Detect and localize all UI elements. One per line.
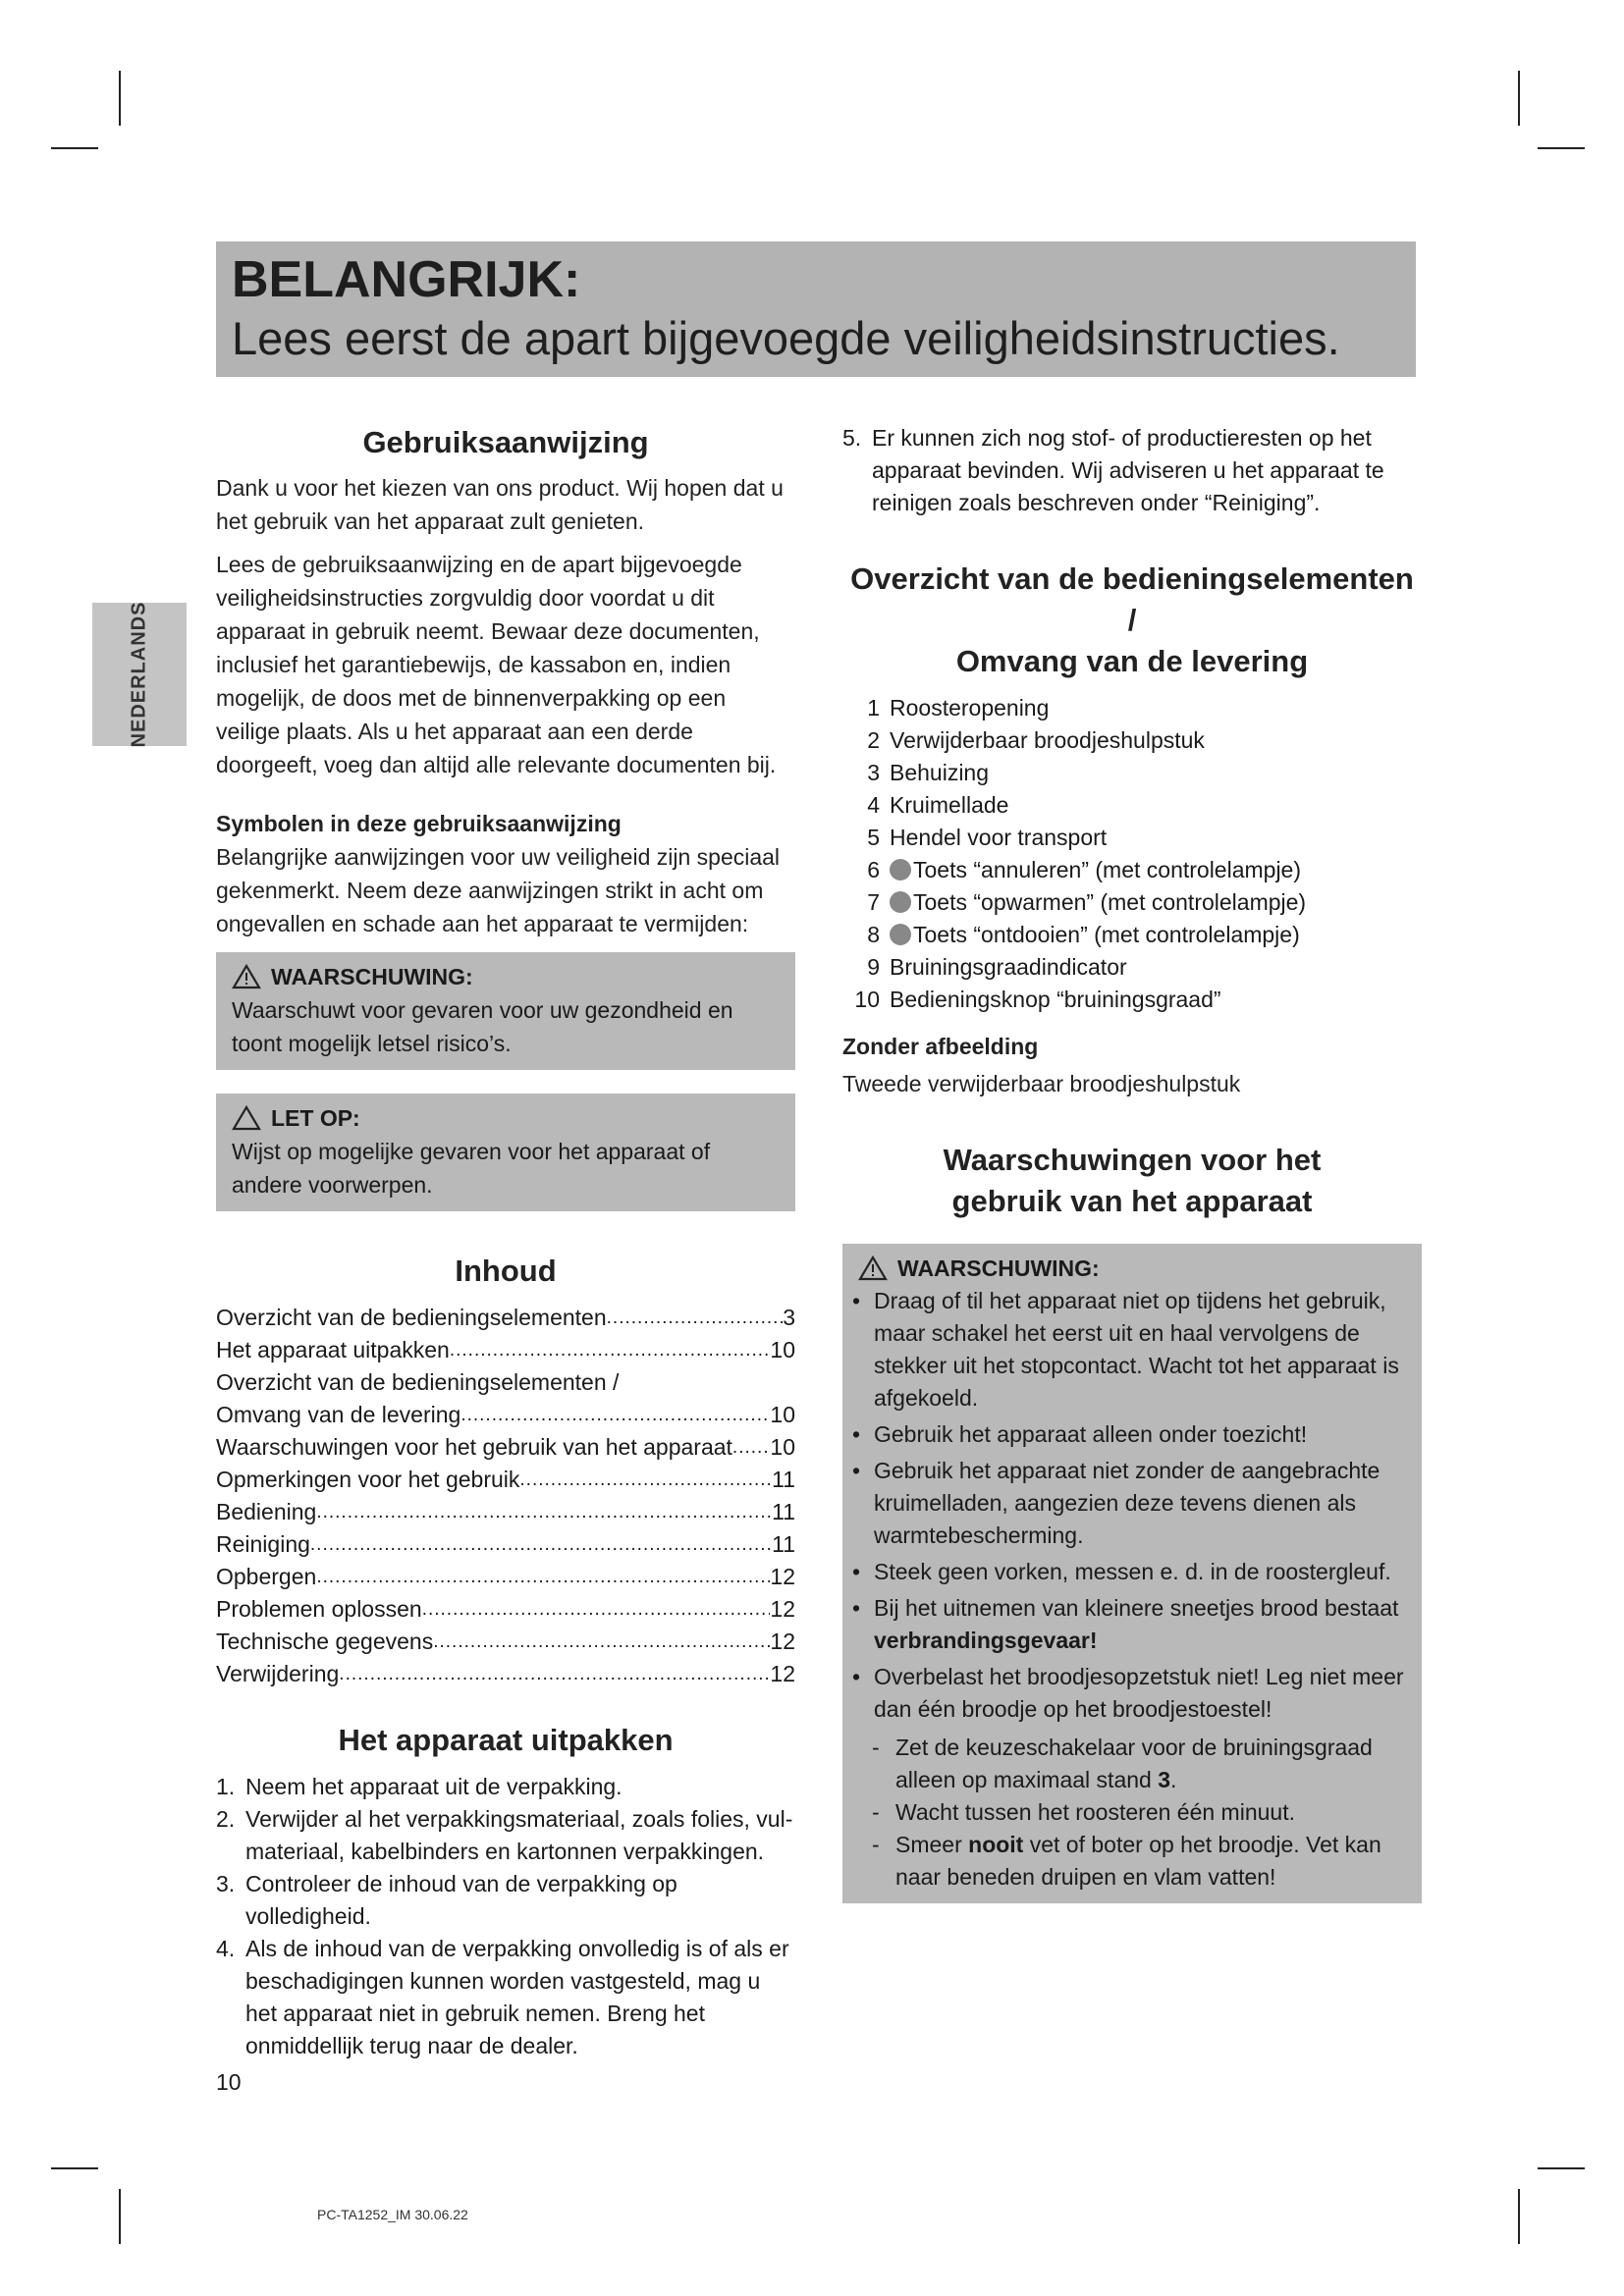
list-item: 1 Roosteropening [867, 695, 1050, 721]
list-item: 2. Verwijder al het verpakkingsmateriaal, zoals folies, vulmateriaal, kabelbinders en kartonnen verpakkingen. [216, 1806, 793, 1864]
warning-box [216, 952, 795, 1070]
inhoud-heading: Inhoud [455, 1254, 557, 1288]
parts-list [842, 692, 1422, 1016]
list-item: 9 Bruiningsgraadindicator [867, 954, 1127, 980]
list-item: 8 Toets “ontdooien” (met controlelampje) [867, 922, 1300, 947]
uitpakken-heading: Het apparaat uitpakken [338, 1723, 674, 1757]
list-item: 3. Controleer de inhoud van de verpakking op volledigheid. [216, 1871, 677, 1929]
list-item: • Draag of til het apparaat niet op tijdens het gebruik, maar schakel het eerst uit en haal vervolgens de stekker uit het stopcontact. Wacht tot het apparaat is afgekoeld. [852, 1288, 1399, 1411]
warning-sub-list [852, 1732, 1408, 1894]
toc-entry[interactable]: Opmerkingen voor het gebruik ..... 11 [216, 1464, 795, 1496]
list-item: 10 Bedieningsknop “bruiningsgraad” [854, 987, 1221, 1012]
warning-bullets [852, 1285, 1408, 1726]
list-item: 6 Toets “annuleren” (met controlelampje) [867, 857, 1302, 882]
usage-warning-title: WAARSCHUWING: [897, 1255, 1100, 1281]
gebruik-para2: Lees de gebruiksaanwijzing en de apart bijgevoegde veiligheidsinstructies zorgvuldig door voordat u dit apparaat in gebruik neemt. Bewaar deze documenten, inclusief het garantiebewijs, de kassabon en, indien mogelijk, de doos met de binnenverpakking op een veilige plaats. Als u het apparaat aan een derde doorgeeft, voeg dan altijd alle relevante documenten bij. [216, 552, 777, 777]
gebruik-para1: Dank u voor het kiezen van ons product. Wij hopen dat u het gebruik van het apparaat zult genieten. [216, 475, 784, 534]
list-item: - Wacht tussen het roosteren één minuut. [872, 1799, 1295, 1825]
banner-subtitle: Lees eerst de apart bijgevoegde veiligheidsinstructies. [232, 312, 1340, 364]
right-column [842, 422, 1422, 1903]
toc-entry[interactable]: Overzicht van de bedieningselementen ..... 3 [216, 1302, 795, 1334]
gebruik-heading: Gebruiksaanwijzing [362, 425, 649, 459]
important-banner [216, 241, 1416, 377]
usage-warning-box [842, 1244, 1422, 1903]
toc-entry[interactable]: Omvang van de levering ..... 10 [216, 1399, 795, 1431]
waarschuwingen-heading: Waarschuwingen voor het gebruik van het apparaat [943, 1143, 1322, 1218]
symbolen-text: Belangrijke aanwijzingen voor uw veiligheid zijn speciaal gekenmerkt. Neem deze aanwijzingen strikt in acht om ongevallen en schade aan het apparaat te vermijden: [216, 844, 781, 936]
list-item: 4. Als de inhoud van de verpakking onvolledig is of als er beschadigingen kunnen worden vastgesteld, mag u het apparaat niet in gebruik nemen. Breng het onmiddellijk terug naar de dealer. [216, 1936, 789, 2058]
uitpakken-steps-continued [842, 422, 1422, 519]
toc-entry[interactable]: Technische gegevens ..... 12 [216, 1626, 795, 1658]
toc-entry[interactable]: Verwijdering ..... 12 [216, 1658, 795, 1690]
toc-entry[interactable]: Bediening ..... 11 [216, 1496, 795, 1528]
crop-mark [51, 147, 98, 149]
language-tab [92, 603, 187, 746]
warning-text: Waarschuwt voor gevaren voor uw gezondheid en toont mogelijk letsel risico’s. [232, 997, 733, 1056]
toc-entry[interactable]: Waarschuwingen voor het gebruik van het apparaat ..... 10 [216, 1431, 795, 1464]
caution-triangle-icon [232, 1105, 261, 1131]
crop-mark [119, 71, 121, 126]
language-tab-label: NEDERLANDS [128, 601, 150, 748]
uitpakken-steps [216, 1771, 795, 2062]
toc-entry[interactable]: Opbergen ..... 12 [216, 1561, 795, 1593]
caution-title: LET OP: [271, 1105, 360, 1131]
left-column [216, 422, 795, 2062]
toc-entry[interactable]: Reiniging ..... 11 [216, 1528, 795, 1561]
crop-mark [1538, 2167, 1585, 2169]
list-item: - Zet de keuzeschakelaar voor de bruiningsgraad alleen op maximaal stand 3. [872, 1735, 1373, 1792]
list-item: 1. Neem het apparaat uit de verpakking. [216, 1774, 623, 1799]
table-of-contents [216, 1302, 795, 1690]
warning-title: WAARSCHUWING: [271, 964, 473, 989]
cancel-symbol-icon [890, 859, 911, 881]
list-item: 5. Er kunnen zich nog stof- of productieresten op het apparaat bevinden. Wij adviseren u het apparaat te reinigen zoals beschreven onder “Reiniging”. [842, 425, 1384, 515]
overzicht-heading: Overzicht van de bedieningselementen / Omvang van de levering [850, 561, 1414, 678]
banner-title: BELANGRIJK: [232, 251, 581, 308]
list-item: - Smeer nooit vet of boter op het broodje. Vet kan naar beneden druipen en vlam vatten! [872, 1832, 1381, 1890]
reheat-symbol-icon [890, 891, 911, 913]
document-code: PC-TA1252_IM 30.06.22 [317, 2207, 468, 2222]
symbolen-heading: Symbolen in deze gebruiksaanwijzing [216, 811, 622, 836]
defrost-symbol-icon [890, 924, 911, 945]
list-item: • Gebruik het apparaat alleen onder toezicht! [852, 1421, 1308, 1447]
list-item: • Gebruik het apparaat niet zonder de aangebrachte kruimelladen, aangezien deze tevens dienen als warmtebescherming. [852, 1458, 1380, 1548]
warning-triangle-icon [858, 1255, 888, 1281]
crop-mark [1518, 71, 1520, 126]
list-item: • Bij het uitnemen van kleinere sneetjes brood bestaat verbrandingsgevaar! [852, 1595, 1399, 1653]
list-item: • Steek geen vorken, messen e. d. in de roostergleuf. [852, 1559, 1391, 1584]
caution-box [216, 1094, 795, 1211]
crop-mark [119, 2189, 121, 2244]
list-item: 5 Hendel voor transport [867, 825, 1108, 850]
list-item: • Overbelast het broodjesopzetstuk niet! Leg niet meer dan één broodje op het broodjestoestel! [852, 1664, 1404, 1722]
caution-text: Wijst op mogelijke gevaren voor het apparaat of andere voorwerpen. [232, 1139, 711, 1198]
list-item: 2 Verwijderbaar broodjeshulpstuk [867, 727, 1205, 753]
warning-triangle-icon [232, 964, 261, 989]
list-item: 4 Kruimellade [867, 792, 1009, 818]
page-number: 10 [216, 2069, 242, 2095]
toc-entry[interactable]: Problemen oplossen ..... 12 [216, 1593, 795, 1626]
crop-mark [1518, 2189, 1520, 2244]
crop-mark [51, 2167, 98, 2169]
zonder-text: Tweede verwijderbaar broodjeshulpstuk [842, 1071, 1241, 1096]
toc-entry[interactable]: Het apparaat uitpakken ..... 10 [216, 1334, 795, 1366]
list-item: 3 Behuizing [867, 760, 990, 785]
crop-mark [1538, 147, 1585, 149]
zonder-heading: Zonder afbeelding [842, 1034, 1039, 1059]
toc-entry[interactable]: Overzicht van de bedieningselementen / [216, 1369, 620, 1395]
list-item: 7 Toets “opwarmen” (met controlelampje) [867, 889, 1307, 915]
